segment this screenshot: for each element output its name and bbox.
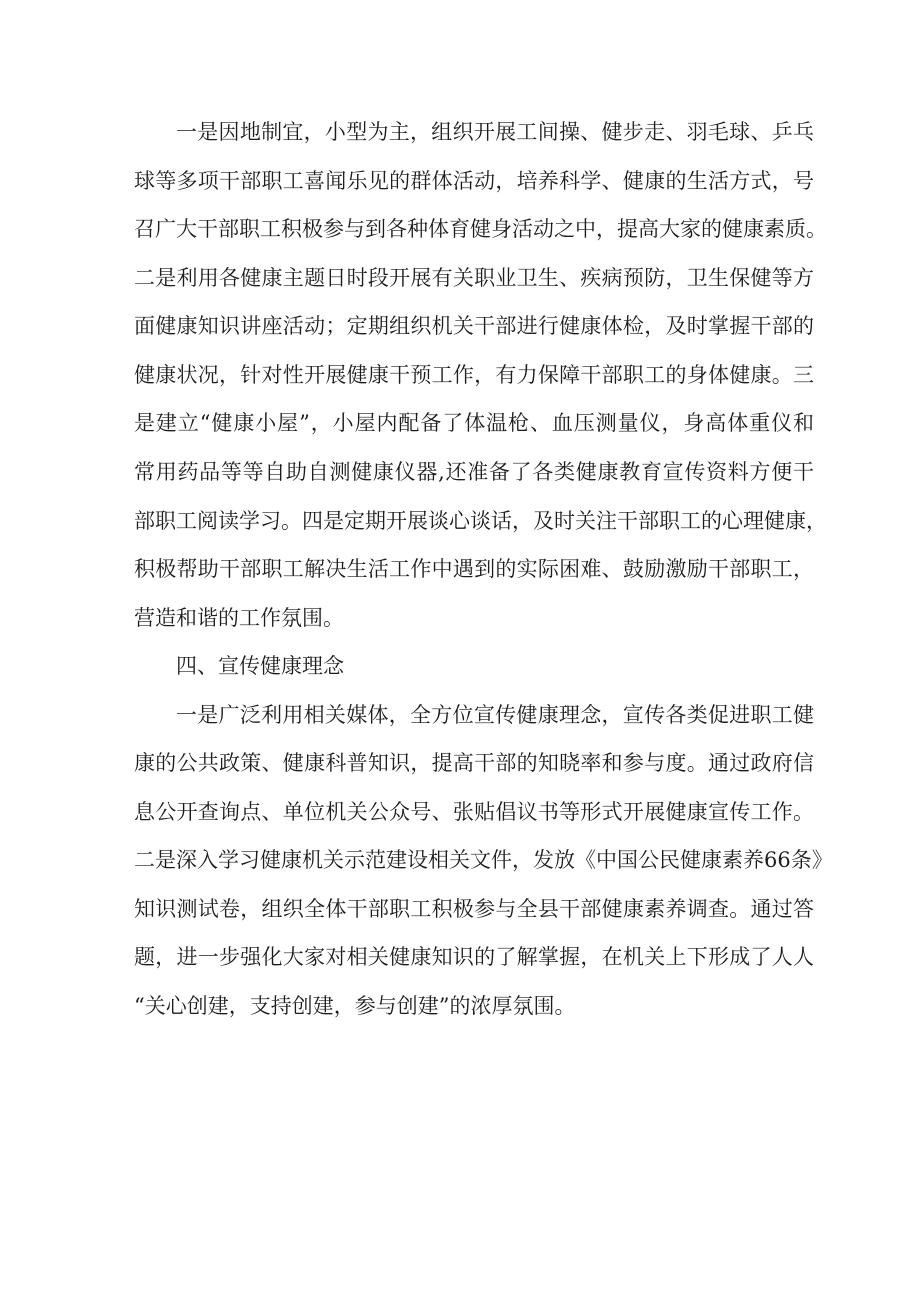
section-heading: 四、宣传健康理念 — [176, 654, 344, 678]
paragraph-line: 是建立“健康小屋”，小屋内配备了体温枪、血压测量仪，身高体重仪和 — [134, 411, 814, 435]
paragraph-line: 召广大干部职工积极参与到各种体育健身活动之中，提高大家的健康素质。 — [134, 217, 827, 241]
paragraph-line: 部职工阅读学习。四是定期开展谈心谈话，及时关注干部职工的心理健康， — [134, 509, 827, 533]
paragraph-line: 题，进一步强化大家对相关健康知识的了解掌握，在机关上下形成了人人 — [134, 945, 814, 969]
paragraph-line: 二是利用各健康主题日时段开展有关职业卫生、疾病预防，卫生保健等方 — [134, 266, 814, 290]
paragraph-line: 一是广泛利用相关媒体，全方位宣传健康理念，宣传各类促进职工健 — [176, 703, 814, 727]
paragraph-line: 常用药品等等自助自测健康仪器,还准备了各类健康教育宣传资料方便干 — [134, 460, 814, 484]
paragraph-line: 康的公共政策、健康科普知识，提高干部的知晓率和参与度。通过政府信 — [134, 751, 814, 775]
paragraph-line: 球等多项干部职工喜闻乐见的群体活动，培养科学、健康的生活方式，号 — [134, 169, 814, 193]
paragraph-line: 健康状况，针对性开展健康干预工作，有力保障干部职工的身体健康。三 — [134, 363, 814, 387]
paragraph-line: 知识测试卷，组织全体干部职工积极参与全县干部健康素养调查。通过答 — [134, 897, 814, 921]
paragraph-line: “关心创建，支持创建，参与创建”的浓厚氛围。 — [134, 994, 576, 1018]
paragraph-line: 息公开查询点、单位机关公众号、张贴倡议书等形式开展健康宣传工作。 — [134, 800, 814, 824]
paragraph-line: 积极帮助干部职工解决生活工作中遇到的实际困难、鼓励激励干部职工， — [134, 557, 814, 581]
paragraph-line: 面健康知识讲座活动；定期组织机关干部进行健康体检，及时掌握干部的 — [134, 314, 814, 338]
paragraph-line: 二是深入学习健康机关示范建设相关文件，发放《中国公民健康素养66条》 — [134, 848, 833, 872]
paragraph-line: 营造和谐的工作氛围。 — [134, 606, 344, 630]
paragraph-line: 一是因地制宜，小型为主，组织开展工间操、健步走、羽毛球、乒乓 — [176, 120, 814, 144]
